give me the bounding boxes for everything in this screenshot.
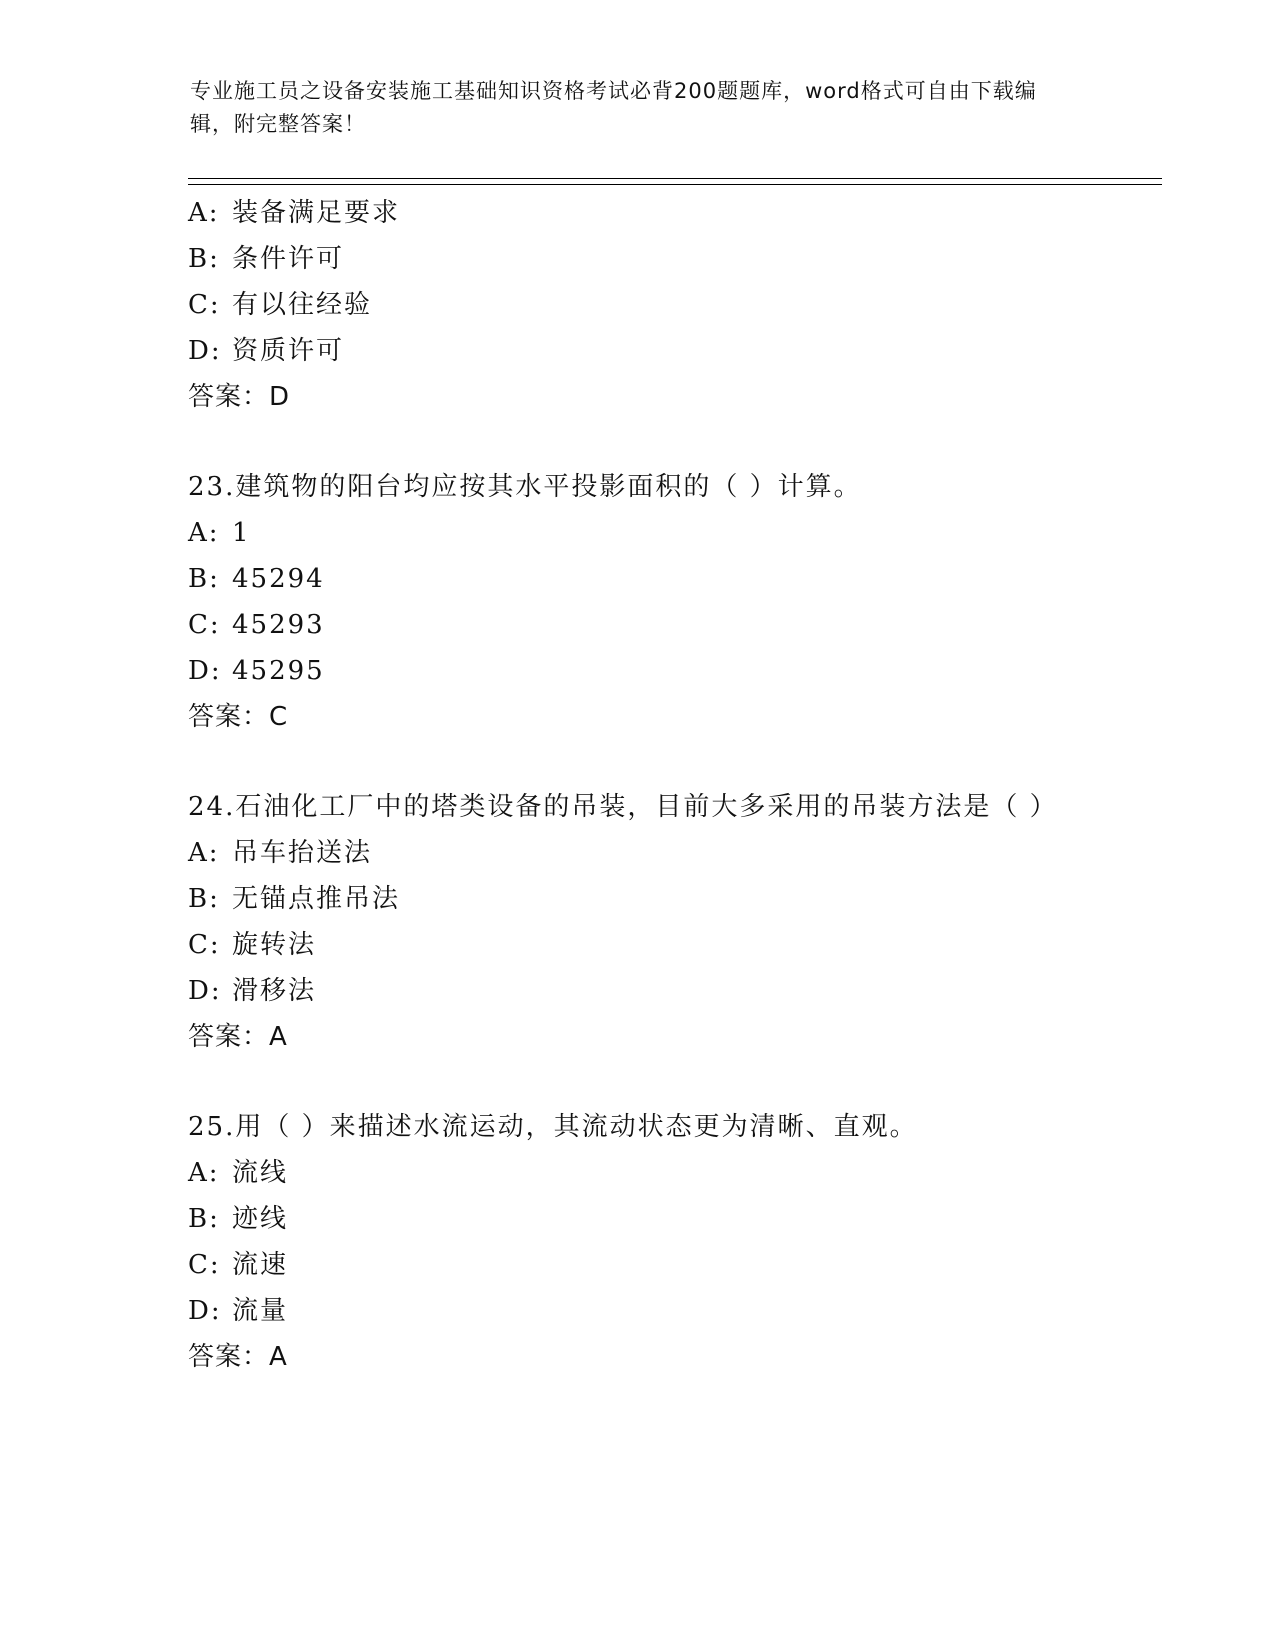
option-text: 滑移法 xyxy=(232,976,317,1006)
option-label: A: xyxy=(188,1158,220,1188)
option-label: B: xyxy=(188,564,220,594)
option-text: 旋转法 xyxy=(232,930,317,960)
answer-line: 答案：C xyxy=(188,702,289,732)
option-row xyxy=(188,1150,1088,1196)
option-row xyxy=(188,190,1088,236)
answer-line: 答案：A xyxy=(188,1022,288,1052)
option-label: A: xyxy=(188,838,220,868)
option-row xyxy=(188,328,1088,374)
option-label: C: xyxy=(188,1250,221,1280)
option-text: 45295 xyxy=(232,656,325,686)
option-row xyxy=(188,1196,1088,1242)
option-label: A: xyxy=(188,518,220,548)
option-row xyxy=(188,1242,1088,1288)
option-label: A: xyxy=(188,198,220,228)
option-text: 迹线 xyxy=(232,1204,289,1234)
option-text: 流线 xyxy=(232,1158,289,1188)
option-row xyxy=(188,556,1088,602)
answer-line: 答案：A xyxy=(188,1342,288,1372)
option-label: C: xyxy=(188,930,221,960)
option-text: 无锚点推吊法 xyxy=(232,884,401,914)
option-text: 流速 xyxy=(232,1250,289,1280)
question-block-prev xyxy=(188,190,1088,420)
option-text: 有以往经验 xyxy=(232,290,373,320)
question-stem: 25.用（ ）来描述水流运动，其流动状态更为清晰、直观。 xyxy=(188,1112,918,1142)
option-text: 45294 xyxy=(232,564,325,594)
option-label: D: xyxy=(188,1296,222,1326)
header-divider-bottom xyxy=(188,184,1162,185)
option-label: D: xyxy=(188,656,222,686)
answer-line: 答案：D xyxy=(188,382,291,412)
document-header xyxy=(190,75,1080,141)
option-label: D: xyxy=(188,976,222,1006)
option-text: 资质许可 xyxy=(232,336,345,366)
option-text: 1 xyxy=(232,518,251,548)
option-text: 流量 xyxy=(232,1296,289,1326)
question-block-24 xyxy=(188,784,1088,1060)
option-label: C: xyxy=(188,610,221,640)
option-label: B: xyxy=(188,884,220,914)
question-stem: 23.建筑物的阳台均应按其水平投影面积的（ ）计算。 xyxy=(188,472,862,502)
option-label: B: xyxy=(188,244,220,274)
option-row xyxy=(188,648,1088,694)
option-label: D: xyxy=(188,336,222,366)
option-row xyxy=(188,510,1088,556)
option-row xyxy=(188,236,1088,282)
option-row xyxy=(188,1288,1088,1334)
question-block-25 xyxy=(188,1104,1088,1380)
option-text: 条件许可 xyxy=(232,244,345,274)
question-stem: 24.石油化工厂中的塔类设备的吊装，目前大多采用的吊装方法是（ ） xyxy=(188,792,1058,822)
option-row xyxy=(188,968,1088,1014)
question-block-23 xyxy=(188,464,1088,740)
option-text: 45293 xyxy=(232,610,325,640)
header-divider-top xyxy=(188,178,1162,179)
option-row xyxy=(188,282,1088,328)
option-text: 吊车抬送法 xyxy=(232,838,373,868)
option-row xyxy=(188,602,1088,648)
option-text: 装备满足要求 xyxy=(232,198,401,228)
option-label: C: xyxy=(188,290,221,320)
option-label: B: xyxy=(188,1204,220,1234)
option-row xyxy=(188,876,1088,922)
header-title: 专业施工员之设备安装施工基础知识资格考试必背200题题库，word格式可自由下载编辑，附完整答案！ xyxy=(190,79,1037,136)
question-list xyxy=(188,190,1088,1380)
option-row xyxy=(188,922,1088,968)
option-row xyxy=(188,830,1088,876)
